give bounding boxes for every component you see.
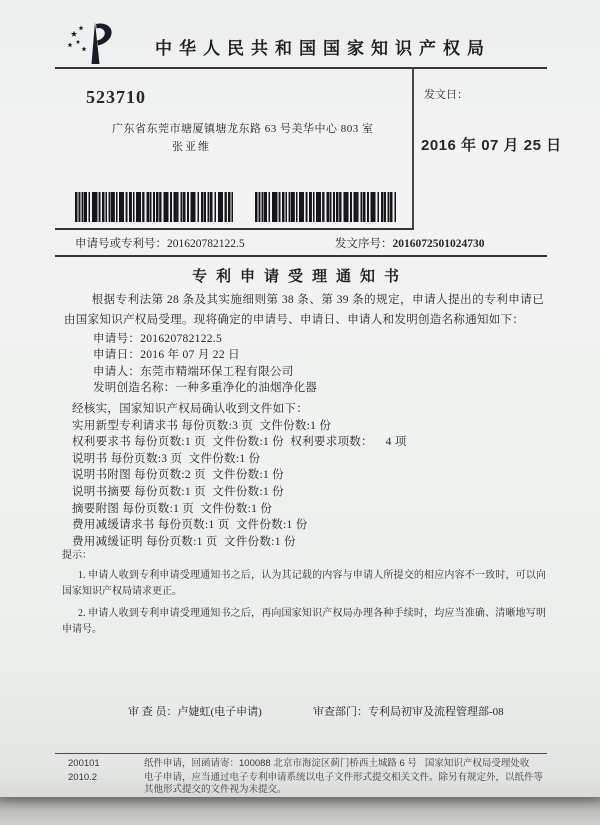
header-divider <box>412 67 414 229</box>
footer-note-paper: 纸件申请，回函请寄：100088 北京市海淀区蓟门桥西土城路 6 号 国家知识产权局受理处收 <box>144 758 530 769</box>
examiner-label: 审 查 员： <box>128 706 178 718</box>
examiner-row <box>128 703 262 719</box>
postal-code: 523710 <box>86 87 146 107</box>
application-number-row <box>75 235 245 251</box>
received-item: 费用减缓证明 每份页数:1 页 文件份数:1 份 <box>72 535 296 548</box>
department-label: 审查部门： <box>313 706 368 718</box>
field-applicant: 申请人：东莞市精端环保工程有限公司 <box>93 365 294 378</box>
footer-form-code: 200101 <box>68 758 100 769</box>
field-application-no: 申请号：201620782122.5 <box>93 333 223 345</box>
application-number-label: 申请号或专利号： <box>75 238 167 250</box>
issue-date-label: 发文日： <box>424 89 468 101</box>
tip-item: 2. 申请人收到专利申请受理通知书之后，再向国家知识产权局办理各种手续时，均应当准确、清晰地写明申请号。 <box>62 607 546 635</box>
field-invention-title: 发明创造名称：一种多重净化的油烟净化器 <box>93 382 318 395</box>
serial-number-label: 发文序号： <box>335 238 393 250</box>
examiner-name: 卢婕虹(电子申请) <box>177 706 262 718</box>
barcode-rule <box>55 228 414 230</box>
application-fields <box>93 330 317 396</box>
recipient-name: 张亚维 <box>172 141 211 153</box>
header-rule <box>55 67 547 69</box>
notice-title: 专利申请受理通知书 <box>191 269 408 285</box>
department-name: 专利局初审及流程管理部-08 <box>368 706 504 718</box>
received-item: 说明书附图 每份页数:2 页 文件份数:1 份 <box>72 469 284 482</box>
footer-note-electronic: 电子申请，应当通过电子专利申请系统以电子文件形式提交相关文件。除另有规定外，以纸件等其他形式提交的文件视为未提交。 <box>144 771 544 796</box>
issue-date-value: 2016 年 07 月 25 日 <box>421 137 562 154</box>
application-number-value: 201620782122.5 <box>167 238 245 250</box>
scan-backdrop <box>0 795 600 825</box>
tips-section <box>62 548 546 643</box>
barcode-application <box>75 192 235 222</box>
notice-intro: 根据专利法第 28 条及其实施细则第 38 条、第 39 条的规定，申请人提出的专利申请已由国家知识产权局受理。现将确定的申请号、申请日、申请人和发明创造名称通知如下： <box>64 294 544 327</box>
received-item: 费用减缓请求书 每份页数:1 页 文件份数:1 份 <box>72 519 308 532</box>
serial-number-row <box>335 235 485 251</box>
received-documents <box>72 400 407 549</box>
tips-label: 提示： <box>62 550 92 561</box>
tip-item: 1. 申请人收到专利申请受理通知书之后，认为其记载的内容与申请人所提交的相应内容不一致时，可以向国家知识产权局请求更正。 <box>62 570 546 598</box>
footer-form-version: 2010.2 <box>68 771 98 783</box>
footer-notes <box>68 758 548 797</box>
department-row <box>313 703 504 719</box>
received-item: 权利要求书 每份页数:1 页 文件份数:1 份 权利要求项数： 4 项 <box>72 436 407 449</box>
received-intro: 经核实，国家知识产权局确认收到文件如下： <box>72 403 308 415</box>
received-item: 实用新型专利请求书 每份页数:3 页 文件份数:1 份 <box>72 419 332 432</box>
cnipa-logo <box>64 20 120 68</box>
received-item: 说明书 每份页数:3 页 文件份数:1 份 <box>72 452 261 465</box>
mailing-address: 广东省东莞市塘厦镇塘龙东路 63 号美华中心 803 室 <box>112 123 374 135</box>
field-application-date: 申请日：2016 年 07 月 22 日 <box>93 349 240 362</box>
received-item: 摘要附图 每份页数:1 页 文件份数:1 份 <box>72 502 273 515</box>
received-item: 说明书摘要 每份页数:1 页 文件份数:1 份 <box>72 485 284 498</box>
office-name: 中华人民共和国国家知识产权局 <box>155 39 491 58</box>
serial-number-value: 2016072501024730 <box>392 238 485 250</box>
barcode-serial <box>255 192 397 222</box>
section-rule <box>55 255 547 257</box>
footer-rule <box>55 753 547 754</box>
